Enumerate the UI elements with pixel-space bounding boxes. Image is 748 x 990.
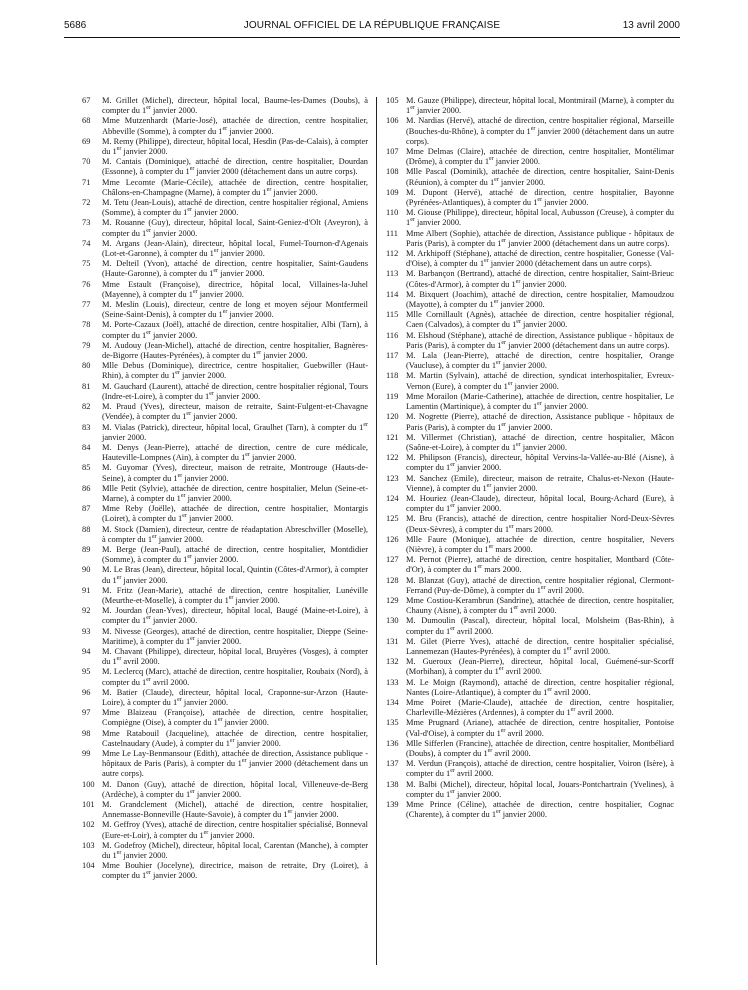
list-item: [386, 331, 674, 351]
entry-text: Mme Delmas (Claire), attachée de direction, centre hospitalier, Montélimar (Drôme), à compter du 1er janvier 2000.: [406, 147, 674, 167]
entry-number: 116: [386, 330, 399, 340]
list-item: [386, 535, 674, 555]
list-item: [82, 688, 368, 708]
entry-number: 122: [386, 453, 399, 463]
entry-text: M. Gauchard (Laurent), attaché de direction, centre hospitalier régional, Tours (Indre-et-Loire), à compter du 1er janvier 2000.: [102, 381, 368, 401]
list-item: [386, 739, 674, 759]
list-item: [386, 576, 674, 596]
list-item: [386, 494, 674, 514]
list-item: [386, 637, 674, 657]
list-item: [386, 371, 674, 391]
entry-number: 83: [82, 422, 91, 432]
entry-number: 77: [82, 300, 91, 310]
entry-number: 86: [82, 483, 91, 493]
entry-text: Mlle Cornillault (Agnès), attachée de direction, centre hospitalier régional, Caen (Calvados), à compter du 1er janvier 2000.: [406, 310, 674, 330]
entry-number: 90: [82, 565, 91, 575]
list-item: [386, 616, 674, 636]
entry-number: 108: [386, 167, 399, 177]
entry-text: M. Le Bras (Jean), directeur, hôpital local, Quintin (Côtes-d'Armor), à compter du 1er janvier 2000.: [102, 565, 368, 585]
entry-text: M. Philipson (Francis), directeur, hôpital Vervins-la-Vallée-au-Blé (Aisne), à compter du 1er janvier 2000.: [406, 453, 674, 473]
entry-text: Mme Albert (Sophie), attachée de direction, Assistance publique - hôpitaux de Paris (Paris), à compter du 1er janvier 2000 (détachement dans un autre corps).: [406, 228, 674, 248]
entry-text: M. Delteil (Yvon), attaché de direction, centre hospitalier, Saint-Gaudens (Haute-Garonne), à compter du 1er janvier 2000.: [102, 259, 368, 279]
entry-number: 106: [386, 116, 399, 126]
entry-number: 91: [82, 585, 91, 595]
entry-text: M. Martin (Sylvain), attaché de direction, syndicat interhospitalier, Evreux-Vernon (Eure), à compter du 1er janvier 2000.: [406, 371, 674, 391]
list-item: [82, 198, 368, 218]
list-item: [386, 759, 674, 779]
list-item: [82, 504, 368, 524]
entry-text: Mlle Debus (Dominique), directrice, centre hospitalier, Guebwiller (Haut-Rhin), à compter du 1er janvier 2000.: [102, 361, 368, 381]
entry-text: M. Porte-Cazaux (Joël), attaché de direction, centre hospitalier, Albi (Tarn), à compter du 1er janvier 2000.: [102, 320, 368, 340]
entry-number: 88: [82, 524, 91, 534]
list-item: [82, 178, 368, 198]
entry-text: M. Le Moign (Raymond), attaché de direction, centre hospitalier régional, Nantes (Loire-Atlantique), à compter du 1er avril 2000.: [406, 677, 674, 697]
entry-number: 97: [82, 708, 91, 718]
entry-text: M. Remy (Philippe), directeur, hôpital local, Hesdin (Pas-de-Calais), à compter du 1er janvier 2000.: [102, 136, 368, 157]
entry-number: 95: [82, 667, 91, 677]
entry-text: M. Leclercq (Marc), attaché de direction, centre hospitalier, Roubaix (Nord), à compter du 1er avril 2000.: [102, 667, 368, 687]
entry-number: 105: [386, 96, 399, 105]
list-item: [386, 392, 674, 412]
entry-number: 113: [386, 269, 399, 279]
entry-text: M. Balbi (Michel), directeur, hôpital local, Jouars-Pontchartrain (Yvelines), à compter du 1er janvier 2000.: [406, 779, 674, 799]
entry-text: Mme Estault (Françoise), directrice, hôpital local, Villaines-la-Juhel (Mayenne), à compter du 1er janvier 2000.: [102, 279, 368, 299]
entry-number: 117: [386, 351, 399, 361]
list-item: [82, 443, 368, 463]
entry-text: M. Godefroy (Michel), directeur, hôpital local, Carentan (Manche), à compter du 1er janvier 2000.: [102, 840, 368, 861]
list-item: [386, 474, 674, 494]
entry-number: 124: [386, 493, 399, 503]
list-item: [82, 382, 368, 402]
entry-text: M. Blanzat (Guy), attaché de direction, centre hospitalier régional, Clermont-Ferrand (Puy-de-Dôme), à compter du 1er avril 2000.: [406, 575, 674, 595]
entry-text: M. Meslin (Louis), directeur, centre de long et moyen séjour Montfermeil (Seine-Saint-Denis), à compter du 1er janvier 2000.: [102, 300, 368, 320]
entry-text: M. Bru (Francis), attaché de direction, centre hospitalier Nord-Deux-Sèvres (Deux-Sèvres), à compter du 1er mars 2000.: [406, 514, 674, 534]
entry-number: 92: [82, 606, 91, 616]
entry-text: M. Sanchez (Emile), directeur, maison de retraite, Chalus-et-Nexon (Haute-Vienne), à compter du 1er janvier 2000.: [406, 473, 674, 493]
entry-number: 131: [386, 636, 399, 646]
entry-text: Mme Blaizeau (Françoise), attachée de direction, centre hospitalier, Compiègne (Oise), à compter du 1er janvier 2000.: [102, 708, 368, 728]
list-item: [386, 514, 674, 534]
entry-number: 76: [82, 279, 91, 289]
entry-text: Mlle Sifferlen (Francine), attachée de direction, centre hospitalier, Montbéliard (Doubs), à compter du 1er avril 2000.: [406, 738, 674, 758]
entry-text: M. Chavant (Philippe), directeur, hôpital local, Bruyères (Vosges), à compter du 1er avril 2000.: [102, 646, 368, 667]
list-item: [386, 780, 674, 800]
list-item: [386, 698, 674, 718]
entry-number: 100: [82, 779, 95, 789]
page-header: [64, 20, 680, 34]
entry-number: 119: [386, 391, 399, 401]
entry-number: 87: [82, 504, 91, 514]
entry-text: Mme Costiou-Kerambrun (Sandrine), attachée de direction, centre hospitalier, Chauny (Aisne), à compter du 1er avril 2000.: [406, 595, 674, 616]
entry-text: M. Batier (Claude), directeur, hôpital local, Craponne-sur-Arzon (Haute-Loire), à compter du 1er janvier 2000.: [102, 687, 368, 707]
entry-number: 98: [82, 728, 91, 738]
entry-text: Mlle Petit (Sylvie), attachée de direction, centre hospitalier, Melun (Seine-et-Marne), à compter du 1er janvier 2000.: [102, 483, 368, 503]
entry-number: 79: [82, 340, 91, 350]
entry-text: M. Dumoulin (Pascal), directeur, hôpital local, Molsheim (Bas-Rhin), à compter du 1er avril 2000.: [406, 616, 674, 636]
entry-text: Mme Prince (Céline), attachée de direction, centre hospitalier, Cognac (Charente), à compter du 1er janvier 2000.: [406, 800, 674, 820]
entry-text: M. Nardias (Hervé), attaché de direction, centre hospitalier régional, Marseille (Bouches-du-Rhône), à compter du 1er janvier 2000 (détachement dans un autre corps).: [406, 116, 674, 146]
entry-text: M. Stock (Damien), directeur, centre de réadaptation Abreschviller (Moselle), à compter du 1er janvier 2000.: [102, 524, 368, 544]
entry-text: M. Cantais (Dominique), attaché de direction, centre hospitalier, Dourdan (Essonne), à compter du 1er janvier 2000 (détachement dans un autre corps).: [102, 157, 368, 177]
entry-text: M. Guyomar (Yves), directeur, maison de retraite, Montrouge (Hauts-de-Seine), à compter du 1er janvier 2000.: [102, 463, 368, 483]
list-item: [82, 820, 368, 840]
entry-number: 126: [386, 534, 399, 544]
entry-number: 134: [386, 697, 399, 707]
list-item: [82, 96, 368, 116]
list-item: [386, 229, 674, 249]
entry-text: Mme Ratabouil (Jacqueline), attachée de direction, centre hospitalier, Castelnaudary (Aude), à compter du 1er janvier 2000.: [102, 728, 368, 748]
entry-number: 109: [386, 187, 399, 197]
list-item: [82, 320, 368, 340]
entry-number: 137: [386, 759, 399, 769]
list-item: [386, 351, 674, 371]
entry-number: 127: [386, 555, 399, 565]
list-item: [386, 718, 674, 738]
entry-text: M. Argans (Jean-Alain), directeur, hôpital local, Fumel-Tournon-d'Agenais (Lot-et-Garonne), à compter du 1er janvier 2000.: [102, 238, 368, 259]
header-rule: [64, 37, 680, 38]
list-item: [386, 453, 674, 473]
entry-number: 135: [386, 718, 399, 728]
entry-number: 94: [82, 646, 91, 656]
list-item: [82, 484, 368, 504]
list-item: [386, 96, 674, 116]
entry-text: M. Gauze (Philippe), directeur, hôpital local, Montmirail (Marne), à compter du 1er janvier 2000.: [406, 96, 674, 116]
list-item: [386, 269, 674, 289]
list-item: [82, 667, 368, 687]
entry-number: 72: [82, 198, 91, 208]
entry-text: Mme Le Lay-Benmansour (Edith), attachée de direction, Assistance publique - hôpitaux de Paris (Paris), à compter du 1er janvier 2000 (détachement dans un autre corps).: [102, 749, 368, 779]
entry-number: 70: [82, 157, 91, 167]
entry-text: M. Gueroux (Jean-Pierre), directeur, hôpital local, Guémené-sur-Scorff (Morbihan), à compter du 1er avril 2000.: [406, 657, 674, 677]
entry-number: 74: [82, 238, 91, 248]
entry-text: M. Dupont (Hervé), attaché de direction, centre hospitalier, Bayonne (Pyrénées-Atlantiques), à compter du 1er janvier 2000.: [406, 187, 674, 208]
entry-number: 125: [386, 514, 399, 524]
list-item: [386, 188, 674, 208]
list-item: [82, 157, 368, 177]
entry-text: Mme Morailon (Marie-Catherine), attachée de direction, centre hospitalier, Le Lamentin (Martinique), à compter du 1er janvier 2000.: [406, 391, 674, 412]
list-item: [82, 239, 368, 259]
entry-number: 112: [386, 249, 399, 259]
right-column: [386, 96, 674, 820]
journal-title: JOURNAL OFFICIEL DE LA RÉPUBLIQUE FRANÇAISE: [243, 20, 501, 31]
entry-number: 89: [82, 544, 91, 554]
list-item: [386, 167, 674, 187]
entry-number: 78: [82, 320, 91, 330]
list-item: [82, 463, 368, 483]
entry-number: 136: [386, 738, 399, 748]
list-item: [82, 259, 368, 279]
entry-number: 132: [386, 657, 399, 667]
entry-text: Mme Poiret (Marie-Claude), attachée de direction, centre hospitalier, Charleville-Mézières (Ardennes), à compter du 1er avril 2000.: [406, 697, 674, 718]
entry-number: 114: [386, 289, 399, 299]
list-item: [82, 545, 368, 565]
list-item: [82, 280, 368, 300]
entry-number: 110: [386, 208, 399, 218]
entry-number: 81: [82, 381, 91, 391]
entry-text: Mme Bouhier (Jocelyne), directrice, maison de retraite, Dry (Loiret), à compter du 1er janvier 2000.: [102, 861, 368, 881]
entry-number: 115: [386, 310, 399, 320]
list-item: [82, 116, 368, 136]
list-item: [82, 841, 368, 861]
column-divider: [376, 97, 377, 965]
entry-text: M. Vialas (Patrick), directeur, hôpital local, Graulhet (Tarn), à compter du 1er janvier 2000.: [102, 421, 368, 442]
entry-text: M. Geffroy (Yves), attaché de direction, centre hospitalier spécialisé, Bonneval (Eure-et-Loir), à compter du 1er janvier 2000.: [102, 820, 368, 840]
list-item: [82, 565, 368, 585]
list-item: [82, 423, 368, 443]
entry-text: M. Giouse (Philippe), directeur, hôpital local, Aubusson (Creuse), à compter du 1er janvier 2000.: [406, 208, 674, 228]
list-item: [386, 800, 674, 820]
entry-text: Mlle Faure (Monique), attachée de direction, centre hospitalier, Nevers (Nièvre), à compter du 1er mars 2000.: [406, 534, 674, 554]
list-item: [386, 555, 674, 575]
entry-text: M. Nogrette (Pierre), attaché de direction, Assistance publique - hôpitaux de Paris (Paris), à compter du 1er janvier 2000.: [406, 412, 674, 432]
entry-text: M. Audouy (Jean-Michel), attaché de direction, centre hospitalier, Bagnères-de-Bigorre (Hautes-Pyrénées), à compter du 1er janvier 2000.: [102, 340, 368, 361]
list-item: [82, 300, 368, 320]
entry-number: 80: [82, 361, 91, 371]
list-item: [386, 290, 674, 310]
entry-text: M. Lala (Jean-Pierre), attaché de direction, centre hospitalier, Orange (Vaucluse), à compter du 1er janvier 2000.: [406, 351, 674, 371]
entry-number: 138: [386, 779, 399, 789]
entry-number: 82: [82, 402, 91, 412]
entry-number: 133: [386, 677, 399, 687]
entry-number: 111: [386, 228, 398, 238]
entry-text: M. Rouanne (Guy), directeur, hôpital local, Saint-Geniez-d'Olt (Aveyron), à compter du 1er janvier 2000.: [102, 218, 368, 238]
entry-number: 139: [386, 800, 399, 810]
entry-text: M. Praud (Yves), directeur, maison de retraite, Saint-Fulgent-et-Chavagne (Vendée), à compter du 1er janvier 2000.: [102, 402, 368, 422]
entry-text: M. Jourdan (Jean-Yves), directeur, hôpital local, Baugé (Maine-et-Loire), à compter du 1er janvier 2000.: [102, 606, 368, 626]
entry-number: 123: [386, 473, 399, 483]
entry-number: 107: [386, 147, 399, 157]
entry-number: 103: [82, 840, 95, 850]
list-item: [386, 678, 674, 698]
entry-text: M. Barbançon (Bertrand), attaché de direction, centre hospitalier, Saint-Brieuc (Côtes-d'Armor), à compter du 1er janvier 2000.: [406, 269, 674, 289]
entry-text: M. Verdun (François), attaché de direction, centre hospitalier, Voiron (Isère), à compter du 1er avril 2000.: [406, 759, 674, 779]
entry-text: M. Gilet (Pierre Yves), attaché de direction, centre hospitalier spécialisé, Lannemezan (Hautes-Pyrénées), à compter du 1er avril 2000.: [406, 636, 674, 656]
entry-number: 102: [82, 820, 95, 830]
list-item: [82, 729, 368, 749]
list-item: [386, 412, 674, 432]
entry-number: 121: [386, 432, 399, 442]
list-item: [82, 361, 368, 381]
entry-number: 73: [82, 218, 91, 228]
entry-number: 120: [386, 412, 399, 422]
entry-text: M. Tetu (Jean-Louis), attaché de direction, centre hospitalier régional, Amiens (Somme), à compter du 1er janvier 2000.: [102, 198, 368, 218]
entry-text: Mme Mutzenhardt (Marie-José), attachée de direction, centre hospitalier, Abbeville (Somme), à compter du 1er janvier 2000.: [102, 116, 368, 136]
left-column: [82, 96, 368, 882]
issue-date: 13 avril 2000: [622, 20, 680, 31]
entry-number: 85: [82, 463, 91, 473]
entry-number: 69: [82, 136, 91, 146]
list-item: [82, 606, 368, 626]
list-item: [386, 147, 674, 167]
list-item: [82, 627, 368, 647]
entry-text: M. Arkhipoff (Stéphane), attaché de direction, centre hospitalier, Gonesse (Val-d'Oise), à compter du 1er janvier 2000 (détachement dans un autre corps).: [406, 249, 674, 269]
entry-text: M. Pernot (Pierre), attaché de direction, centre hospitalier, Montbard (Côte-d'Or), à compter du 1er mars 2000.: [406, 555, 674, 575]
list-item: [386, 249, 674, 269]
entry-number: 118: [386, 371, 399, 381]
list-item: [82, 749, 368, 780]
list-item: [82, 218, 368, 238]
list-item: [82, 525, 368, 545]
entry-number: 101: [82, 800, 95, 810]
list-item: [82, 708, 368, 728]
entry-number: 129: [386, 595, 399, 605]
entry-text: M. Grandclement (Michel), attaché de direction, centre hospitalier, Annemasse-Bonneville (Haute-Savoie), à compter du 1er janvier 2000.: [102, 800, 368, 820]
list-item: [82, 800, 368, 820]
list-item: [386, 596, 674, 616]
entry-text: M. Berge (Jean-Paul), attaché de direction, centre hospitalier, Montdidier (Somme), à compter du 1er janvier 2000.: [102, 544, 368, 565]
list-item: [82, 586, 368, 606]
entry-number: 84: [82, 442, 91, 452]
entry-text: M. Fritz (Jean-Marie), attaché de direction, centre hospitalier, Lunéville (Meurthe-et-Moselle), à compter du 1er janvier 2000.: [102, 585, 368, 605]
list-item: [386, 310, 674, 330]
list-item: [82, 861, 368, 881]
entry-number: 93: [82, 626, 91, 636]
entry-text: M. Grillet (Michel), directeur, hôpital local, Baume-les-Dames (Doubs), à compter du 1er janvier 2000.: [102, 96, 368, 116]
entry-number: 96: [82, 687, 91, 697]
entry-text: Mme Prugnard (Ariane), attachée de direction, centre hospitalier, Pontoise (Val-d'Oise), à compter du 1er avril 2000.: [406, 718, 674, 738]
list-item: [386, 433, 674, 453]
list-item: [386, 657, 674, 677]
entry-number: 130: [386, 616, 399, 626]
entry-text: M. Elshoud (Stéphane), attaché de direction, Assistance publique - hôpitaux de Paris (Paris), à compter du 1er janvier 2000 (détachement dans un autre corps).: [406, 330, 674, 350]
entry-text: M. Bixquert (Joachim), attaché de direction, centre hospitalier, Mamoudzou (Mayotte), à compter du 1er janvier 2000.: [406, 289, 674, 310]
entry-number: 128: [386, 575, 399, 585]
list-item: [386, 116, 674, 147]
entry-text: M. Houriez (Jean-Claude), directeur, hôpital local, Bourg-Achard (Eure), à compter du 1er janvier 2000.: [406, 493, 674, 514]
list-item: [82, 137, 368, 157]
entry-text: Mme Lecomte (Marie-Cécile), attachée de direction, centre hospitalier, Châlons-en-Champagne (Marne), à compter du 1er janvier 2000.: [102, 177, 368, 197]
entry-number: 75: [82, 259, 91, 269]
entry-number: 67: [82, 96, 91, 105]
entry-number: 99: [82, 749, 91, 758]
list-item: [386, 208, 674, 228]
entry-text: Mme Reby (Joëlle), attachée de direction, centre hospitalier, Montargis (Loiret), à compter du 1er janvier 2000.: [102, 504, 368, 524]
entry-text: Mlle Pascal (Dominik), attachée de direction, centre hospitalier, Saint-Denis (Réunion), à compter du 1er janvier 2000.: [406, 167, 674, 187]
entry-number: 71: [82, 177, 91, 187]
entry-text: M. Nivesse (Georges), attaché de direction, centre hospitalier, Dieppe (Seine-Maritime), à compter du 1er janvier 2000.: [102, 626, 368, 646]
entry-text: M. Villermet (Christian), attaché de direction, centre hospitalier, Mâcon (Saône-et-Loire), à compter du 1er janvier 2000.: [406, 432, 674, 452]
entry-number: 104: [82, 861, 95, 871]
page-number: 5686: [64, 20, 87, 31]
list-item: [82, 647, 368, 667]
entry-number: 68: [82, 116, 91, 126]
list-item: [82, 341, 368, 361]
list-item: [82, 402, 368, 422]
list-item: [82, 780, 368, 800]
entry-text: M. Denys (Jean-Pierre), attaché de direction, centre de cure médicale, Hauteville-Lompnes (Ain), à compter du 1er janvier 2000.: [102, 442, 368, 463]
entry-text: M. Danon (Guy), attaché de direction, hôpital local, Villeneuve-de-Berg (Ardèche), à compter du 1er janvier 2000.: [102, 779, 368, 799]
